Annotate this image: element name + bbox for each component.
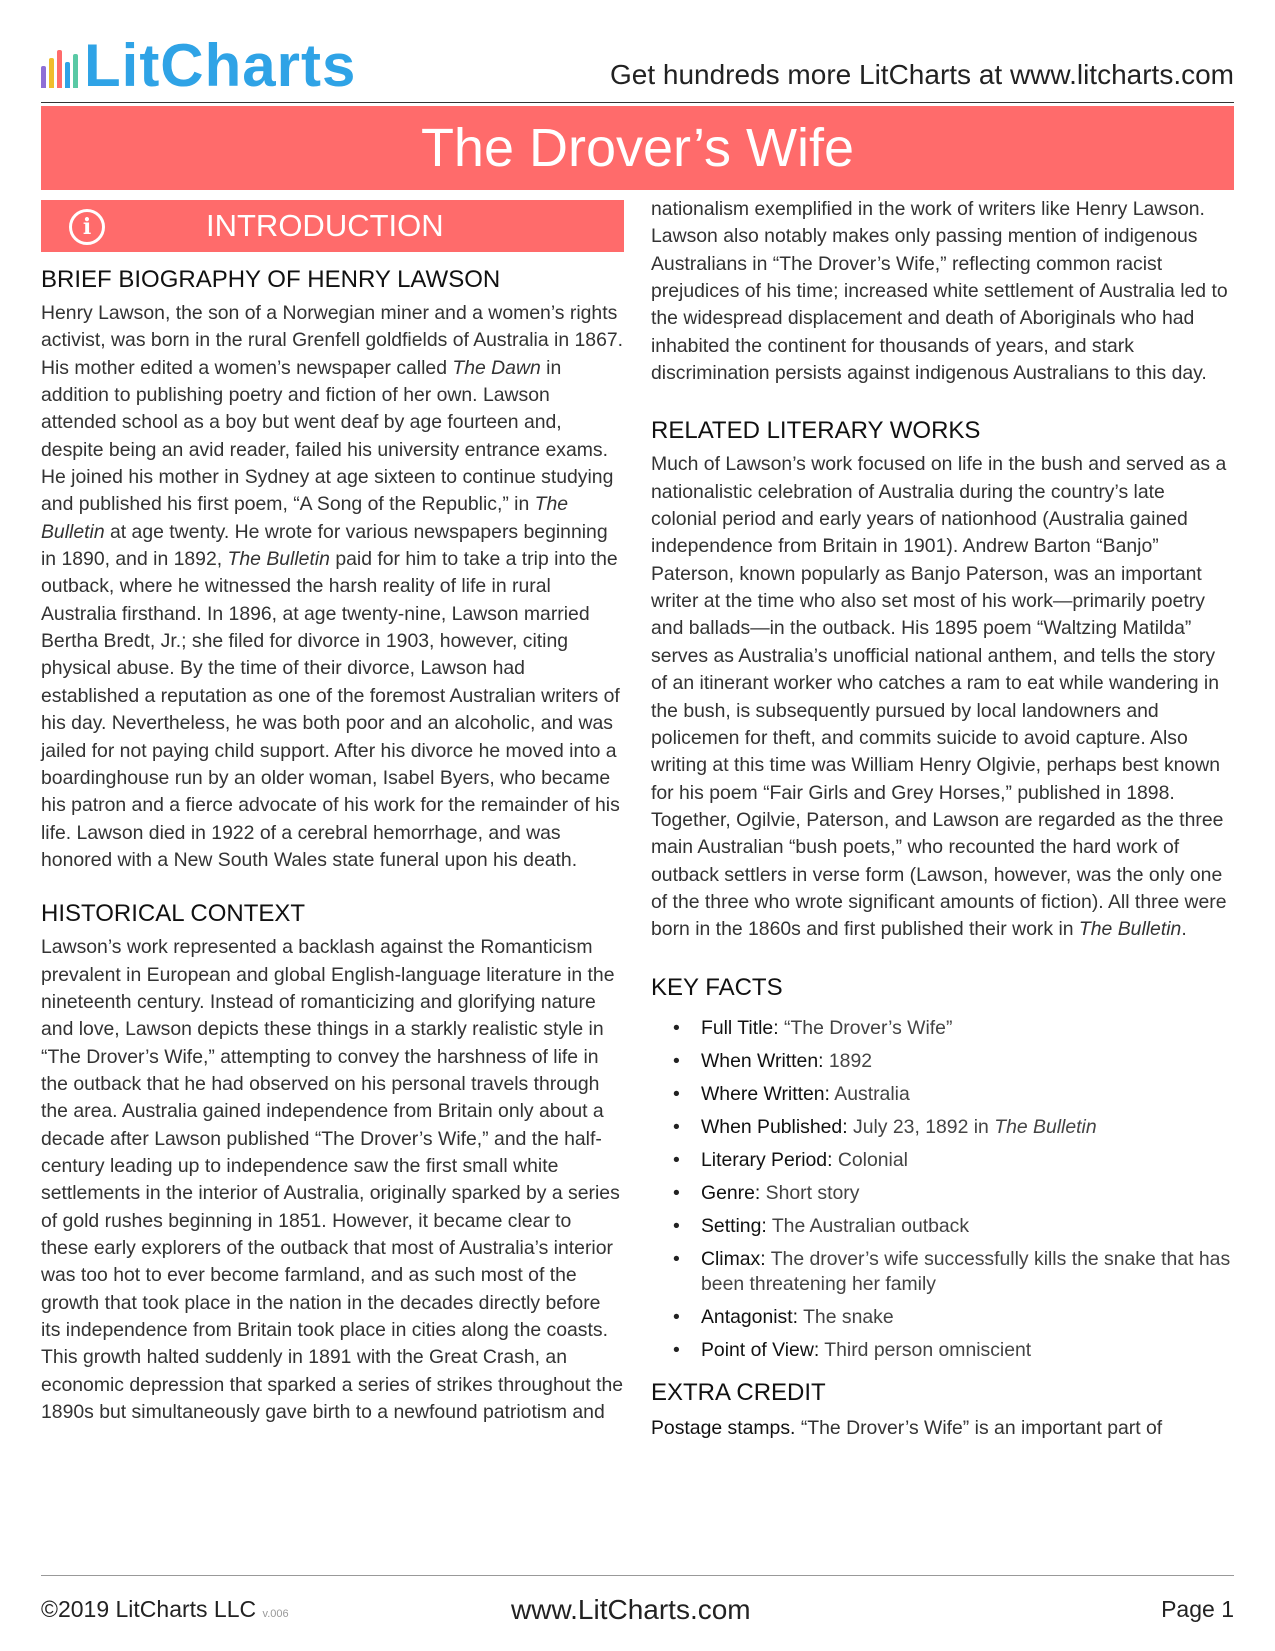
historical-context-heading: HISTORICAL CONTEXT — [41, 900, 306, 928]
key-fact-item: • Full Title: “The Drover’s Wife” — [651, 1016, 1234, 1041]
key-fact-item: • Point of View: Third person omniscient — [651, 1338, 1234, 1363]
key-fact-item: • Climax: The drover’s wife successfully kills the snake that has been threatening her family — [651, 1247, 1234, 1297]
key-fact-item: • Setting: The Australian outback — [651, 1214, 1234, 1239]
logo-bars-icon — [41, 50, 78, 88]
key-fact-item: • Genre: Short story — [651, 1181, 1234, 1206]
historical-context-text: Lawson’s work represented a backlash against the Romanticism prevalent in European and global English-language literature in the nineteenth century. Instead of romanticizing and glorifying nature and love, Lawson depicts these things in a starkly realistic style in “The Drover’s Wife,” attempting to convey the harshness of life in the outback that he had observed on his personal travels through the area. Australia gained independence from Britain only about a decade after Lawson published “The Drover’s Wife,” and the half-century leading up to independence saw the first small white settlements in the interior of Australia, originally sparked by a series of gold rushes beginning in 1851. However, it became clear to these early explorers of the outback that most of Australia’s interior was too hot to ever become farmland, and as such most of the growth that took place in the nation in the decades directly before its independence from Britain took place in cities along the coasts. This growth halted suddenly in 1891 with the Great Crash, an economic depression that sparked a series of strikes throughout the 1890s but simultaneously gave birth to a newfound patriotism and — [41, 936, 624, 1424]
biography-text: Henry Lawson, the son of a Norwegian miner and a women’s rights activist, was born in the rural Grenfell goldfields of Australia in 1867. His mother edited a women’s newspaper called The Dawn in addition to publishing poetry and fiction of her own. Lawson attended school as a boy but went deaf by age fourteen and, despite being an avid reader, failed his university entrance exams. He joined his mother in Sydney at age sixteen to continue studying and published his first poem, “A Song of the Republic,” in The Bulletin at age twenty. He wrote for various newspapers beginning in 1890, and in 1892, The Bulletin paid for him to take a trip into the outback, where he witnessed the harsh reality of life in rural Australia firsthand. In 1896, at age twenty-nine, Lawson married Bertha Bredt, Jr.; she filed for divorce in 1903, however, citing physical abuse. By the time of their divorce, Lawson had established a reputation as one of the foremost Australian writers of his day. Nevertheless, he was both poor and an alcoholic, and was jailed for not paying child support. After his divorce he moved into a boardinghouse run by an older woman, Isabel Byers, who became his patron and a fierce advocate of his work for the remainder of his life. Lawson died in 1922 of a cerebral hemorrhage, and was honored with a New South Wales state funeral upon his death. — [41, 302, 624, 871]
copyright: ©2019 LitCharts LLC v.006 — [41, 1596, 289, 1622]
page-footer — [41, 1575, 1234, 1636]
introduction-section-bar — [41, 200, 624, 252]
related-works-text: Much of Lawson’s work focused on life in the bush and served as a nationalistic celebration of Australia during the country’s late colonial period and early years of nationhood (Australia gained independence from Britain in 1901). Andrew Barton “Banjo” Paterson, known popularly as Banjo Paterson, was an important writer at the time who also set most of his work—primarily poetry and ballads—in the outback. His 1895 poem “Waltzing Matilda” serves as Australia’s unofficial national anthem, and tells the story of an itinerant worker who catches a ram to eat while wandering in the bush, is subsequently pursued by local landowners and policemen for theft, and commits suicide to avoid capture. Also writing at this time was William Henry Olgivie, perhaps best known for his poem “Fair Girls and Grey Horses,” published in 1898. Together, Ogilvie, Paterson, and Lawson are regarded as the three main Australian “bush poets,” who recounted the hard work of outback settlers in verse form (Lawson, however, was the only one of the three who wrote significant amounts of fiction). All three were born in the 1860s and first published their work in The Bulletin. — [651, 453, 1227, 941]
footer-link[interactable]: www.LitCharts.com — [511, 1594, 751, 1625]
key-fact-item: • When Written: 1892 — [651, 1049, 1234, 1074]
header-tagline[interactable]: Get hundreds more LitCharts at www.litcharts.com — [609, 59, 1234, 90]
historical-context-continued: nationalism exemplified in the work of writers like Henry Lawson. Lawson also notably makes only passing mention of indigenous Australians in “The Drover’s Wife,” reflecting common racist prejudices of his time; increased white settlement of Australia led to the widespread displacement and death of Aboriginals who had inhabited the continent for thousands of years, and stark discrimination persists against indigenous Australians to this day. — [651, 198, 1228, 385]
section-title: INTRODUCTION — [206, 208, 444, 243]
left-column — [41, 200, 624, 1426]
page-title: The Drover’s Wife — [41, 106, 1234, 190]
key-fact-item: • Where Written: Australia — [651, 1082, 1234, 1107]
key-facts-heading: KEY FACTS — [651, 973, 783, 1001]
key-fact-item: • Literary Period: Colonial — [651, 1148, 1234, 1173]
key-facts-list — [651, 1016, 1234, 1363]
extra-credit-heading: EXTRA CREDIT — [651, 1378, 826, 1406]
litcharts-logo[interactable] — [41, 32, 357, 99]
related-works-heading: RELATED LITERARY WORKS — [651, 417, 981, 445]
page-number: Page 1 — [1161, 1596, 1234, 1622]
logo-text: LitCharts — [84, 32, 357, 99]
page-header — [41, 30, 1234, 103]
info-icon: i — [69, 209, 105, 245]
key-fact-item: • Antagonist: The snake — [651, 1305, 1234, 1330]
extra-credit-text: Postage stamps. “The Drover’s Wife” is an important part of — [651, 1416, 1163, 1439]
version-label: v.006 — [262, 1608, 289, 1620]
right-column — [651, 196, 1234, 1442]
key-fact-item: • When Published: July 23, 1892 in The Bulletin — [651, 1115, 1234, 1140]
biography-heading: BRIEF BIOGRAPHY OF HENRY LAWSON — [41, 266, 501, 293]
